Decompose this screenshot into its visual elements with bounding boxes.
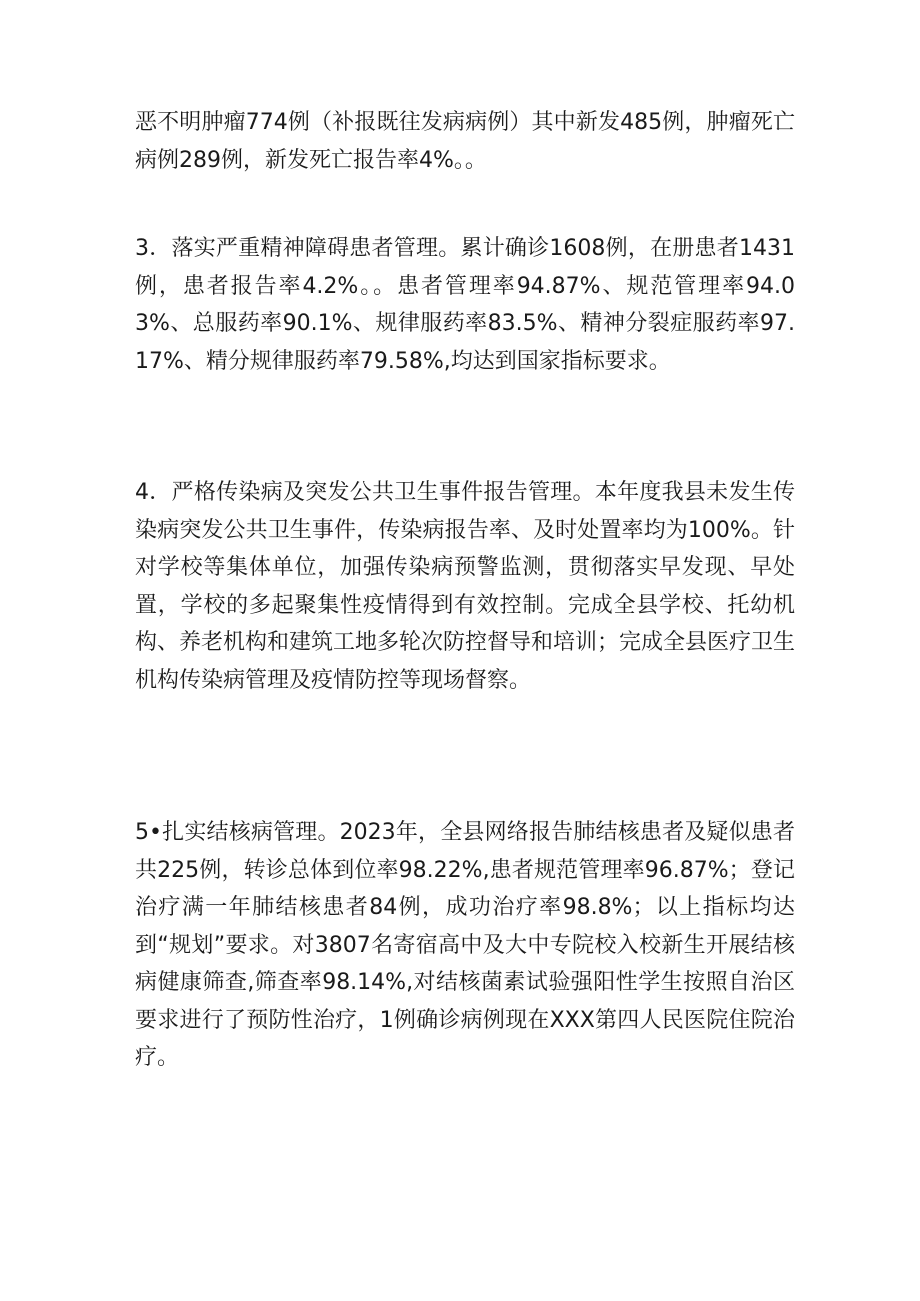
paragraph-infectious-disease: 4．严格传染病及突发公共卫生事件报告管理。本年度我县未发生传染病突发公共卫生事件，传染病报告率、及时处置率均为100%。针对学校等集体单位，加强传染病预警监测，贯彻落实早发现、早处置，学校的多起聚集性疫情得到有效控制。完成全县学校、托幼机构、养老机构和建筑工地多轮次防控督导和培训；完成全县医疗卫生机构传染病管理及疫情防控等现场督察。 xyxy=(135,480,796,693)
paragraph-mental-health: 3．落实严重精神障碍患者管理。累计确诊1608例，在册患者1431例，患者报告率4.2%。。患者管理率94.87%、规范管理率94.03%、总服药率90.1%、规律服药率83.5%、精神分裂症服药率97.17%、精分规律服药率79.58%,均达到国家指标要求。 xyxy=(135,236,795,374)
paragraph-tuberculosis: 5•扎实结核病管理。2023年，全县网络报告肺结核患者及疑似患者共225例，转诊总体到位率98.22%,患者规范管理率96.87%；登记治疗满一年肺结核患者84例，成功治疗率98.8%；以上指标均达到“规划”要求。对3807名寄宿高中及大中专院校入校新生开展结核病健康筛查,筛查率98.14%,对结核菌素试验强阳性学生按照自治区要求进行了预防性治疗，1例确诊病例现在XXX第四人民医院住院治疗。 xyxy=(135,820,795,1070)
paragraph-tumor-report: 恶不明肿瘤774例（补报既往发病病例）其中新发485例，肿瘤死亡病例289例，新发死亡报告率4%。。 xyxy=(135,110,796,173)
